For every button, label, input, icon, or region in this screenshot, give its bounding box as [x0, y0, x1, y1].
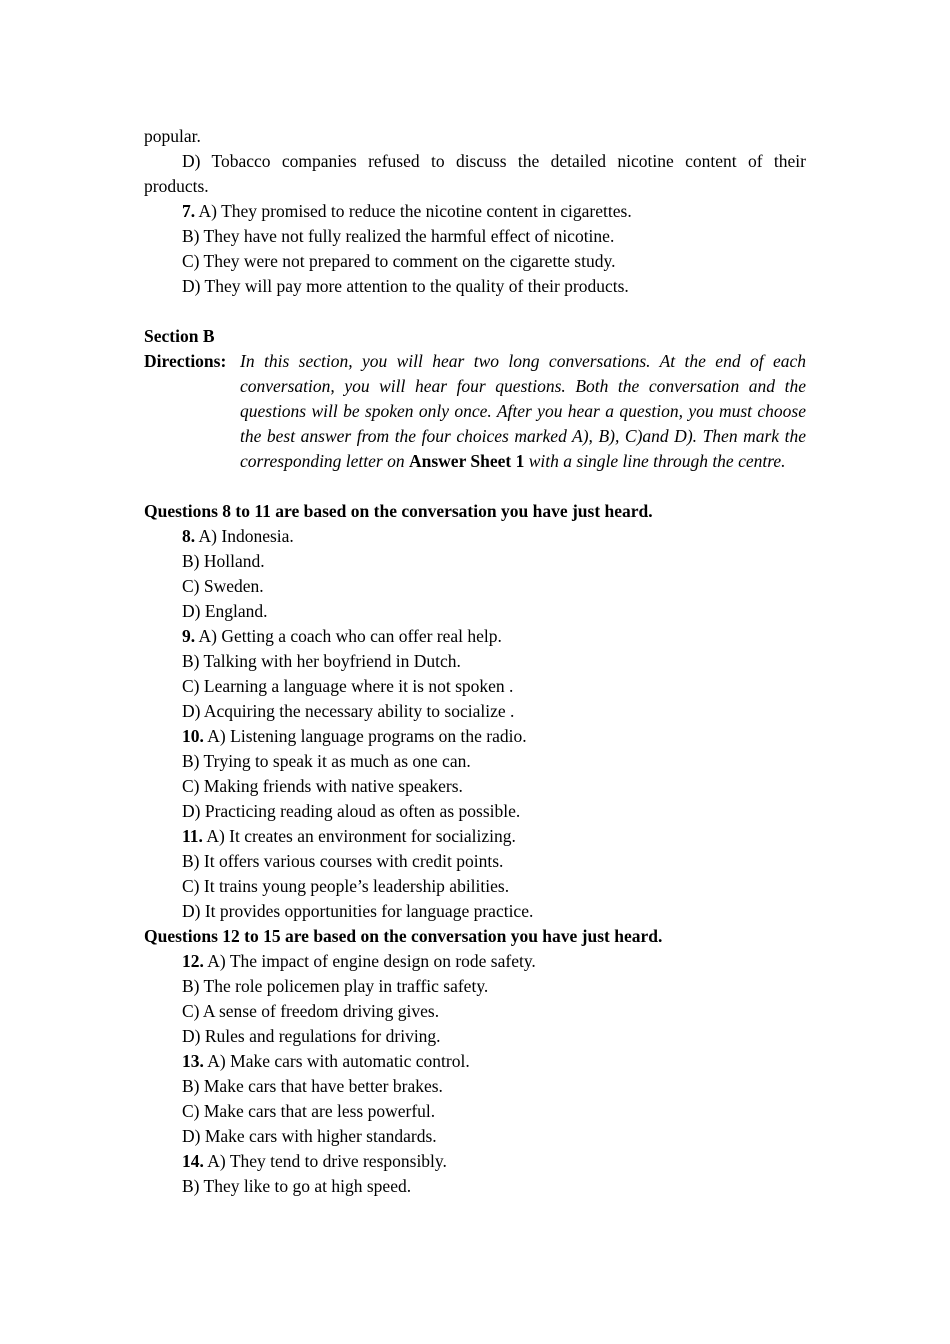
- option-d-q6: D) Tobacco companies refused to discuss the detailed nicotine content of their: [182, 151, 806, 171]
- answer-sheet-ref: Answer Sheet 1: [408, 451, 525, 471]
- question-10-option-b: B) Trying to speak it as much as one can.: [182, 751, 471, 771]
- document-page: [144, 124, 806, 1199]
- question-12-option-b: B) The role policemen play in traffic safety.: [182, 976, 489, 996]
- question-12-option-a: 12. A) The impact of engine design on rode safety.: [182, 951, 536, 971]
- question-12-option-d: D) Rules and regulations for driving.: [182, 1026, 441, 1046]
- question-9-option-d: D) Acquiring the necessary ability to socialize .: [182, 701, 515, 721]
- question-9-option-c: C) Learning a language where it is not spoken .: [182, 676, 514, 696]
- question-11-option-c: C) It trains young people’s leadership abilities.: [182, 876, 510, 896]
- section-title: Section B: [144, 326, 215, 346]
- question-13-option-c: C) Make cars that are less powerful.: [182, 1101, 436, 1121]
- question-9-option-b: B) Talking with her boyfriend in Dutch.: [182, 651, 461, 671]
- question-14-option-b: B) They like to go at high speed.: [182, 1176, 412, 1196]
- question-9-option-a: 9. A) Getting a coach who can offer real help.: [182, 626, 502, 646]
- question-10-option-a: 10. A) Listening language programs on the radio.: [182, 726, 527, 746]
- question-7-option-b: B) They have not fully realized the harmful effect of nicotine.: [182, 226, 615, 246]
- text-line: popular.: [144, 126, 201, 146]
- directions-text: In this section, you will hear two long conversations. At the end of each conversation, you will hear four questions. Both the conversation and the questions will be spoken only once. After you hear a question, you must choose the best answer from the four choices marked A), B), C)and D). Then mark the corresponding letter on Answer Sheet 1 with a single line through the centre.: [240, 351, 806, 471]
- question-10-option-d: D) Practicing reading aloud as often as possible.: [182, 801, 521, 821]
- question-8-option-b: B) Holland.: [182, 551, 265, 571]
- question-number: 7.: [182, 201, 196, 221]
- question-8-option-c: C) Sweden.: [182, 576, 264, 596]
- question-7-option-a: 7. A) They promised to reduce the nicotine content in cigarettes.: [182, 201, 632, 221]
- question-10-option-c: C) Making friends with native speakers.: [182, 776, 463, 796]
- question-13-option-d: D) Make cars with higher standards.: [182, 1126, 437, 1146]
- group-heading-12-15: Questions 12 to 15 are based on the conversation you have just heard.: [144, 926, 663, 946]
- question-11-option-d: D) It provides opportunities for language practice.: [182, 901, 534, 921]
- question-14-option-a: 14. A) They tend to drive responsibly.: [182, 1151, 447, 1171]
- question-8-option-d: D) England.: [182, 601, 268, 621]
- question-13-option-b: B) Make cars that have better brakes.: [182, 1076, 443, 1096]
- question-11-option-a: 11. A) It creates an environment for socializing.: [182, 826, 516, 846]
- text-line: products.: [144, 176, 209, 196]
- directions-label: Directions:: [144, 351, 227, 371]
- question-8-option-a: 8. A) Indonesia.: [182, 526, 294, 546]
- group-heading-8-11: Questions 8 to 11 are based on the conversation you have just heard.: [144, 501, 653, 521]
- question-11-option-b: B) It offers various courses with credit points.: [182, 851, 504, 871]
- question-12-option-c: C) A sense of freedom driving gives.: [182, 1001, 440, 1021]
- question-7-option-d: D) They will pay more attention to the quality of their products.: [182, 276, 629, 296]
- question-7-option-c: C) They were not prepared to comment on the cigarette study.: [182, 251, 616, 271]
- question-13-option-a: 13. A) Make cars with automatic control.: [182, 1051, 470, 1071]
- directions: [144, 349, 806, 474]
